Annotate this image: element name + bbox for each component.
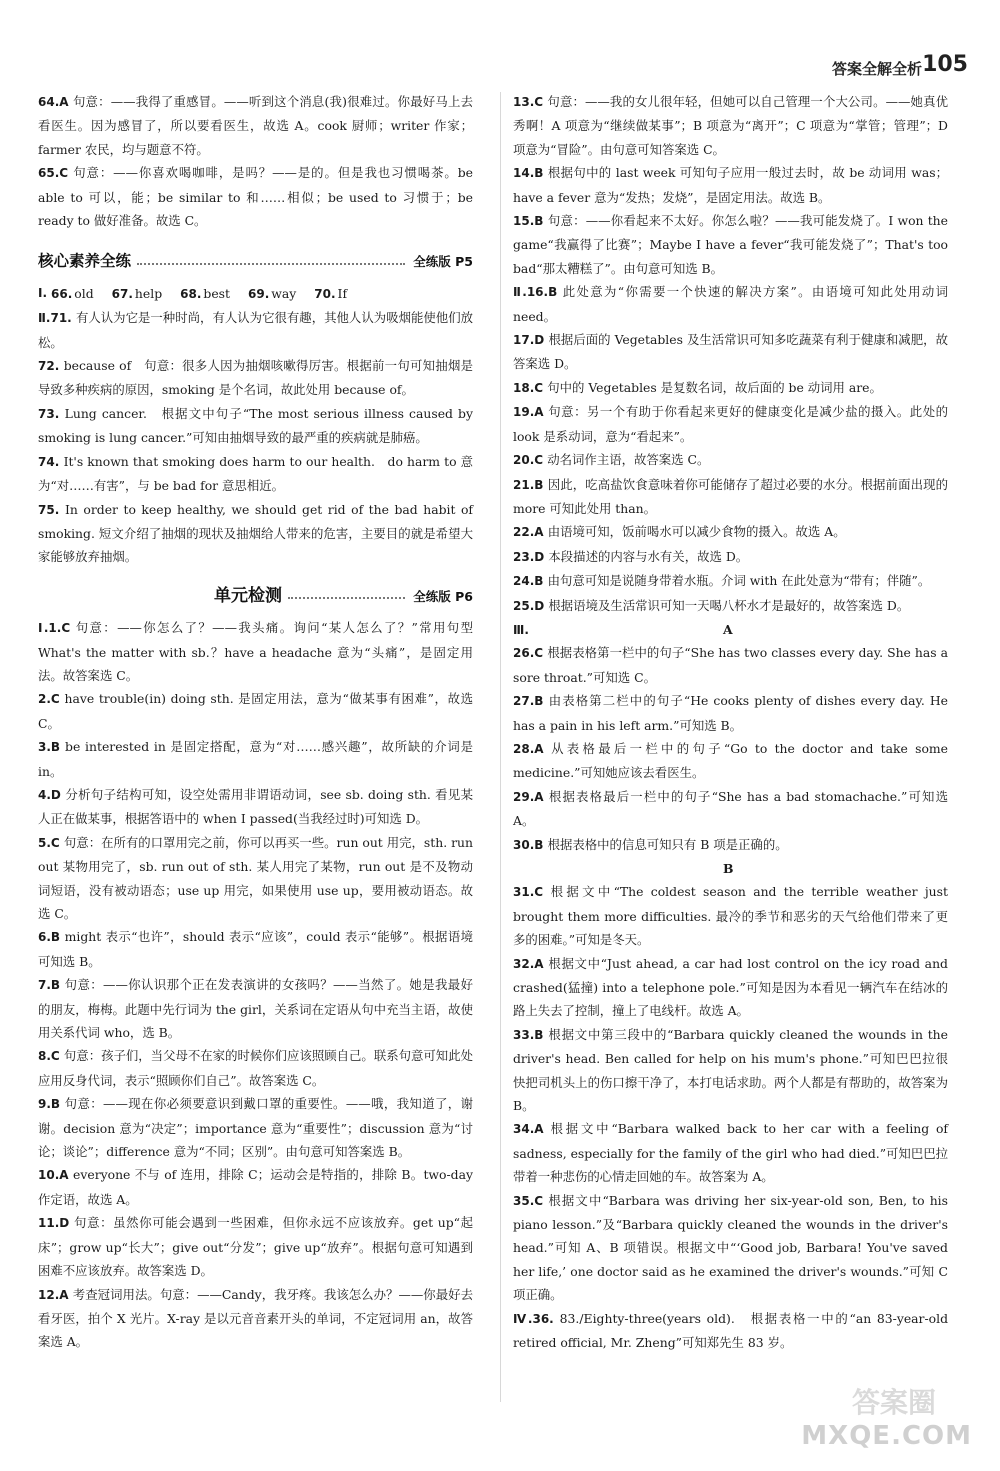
- answer-item: [38, 402, 473, 450]
- answer-item: [513, 280, 948, 328]
- page-number: 105: [922, 52, 968, 77]
- answer-text: 句意：孩子们，当父母不在家的时候你们应该照顾自己。联系句意可知此处应用反身代词，表示“照顾你们自己”。故答案选 C。: [38, 1048, 473, 1088]
- answer-item: [38, 925, 473, 973]
- answer-item: [513, 1189, 948, 1307]
- answer-item: [513, 209, 948, 280]
- answer-text: 根据后面的 Vegetables 及生活常识可知多吃蔬菜有利于健康和减肥，故答案选 D。: [513, 332, 948, 372]
- right-column: [513, 90, 948, 1355]
- answer-number: 7.B: [38, 978, 61, 993]
- answer-item: [513, 689, 948, 737]
- answer-text: Lung cancer. 根据文中句子“The most serious illness caused by smoking is lung cancer.”可知由抽烟导致的最严重的疾病就是肺癌。: [38, 405, 473, 446]
- part-header-3: [513, 618, 948, 641]
- answer-item: [513, 880, 948, 951]
- answer-number: 10.A: [38, 1168, 69, 1183]
- answer-text: 句意：——现在你必须要意识到戴口罩的重要性。——哦，我知道了，谢谢。decision 意为“决定”；importance 意为“重要性”；discussion 意为“讨论；谈论”；difference 意为“不同；区别”。由句意可知答案选 B。: [38, 1096, 473, 1160]
- answer-item: [513, 520, 948, 544]
- section-title: 单元检测: [214, 585, 282, 606]
- answer-number: 11.D: [38, 1216, 70, 1231]
- answer-number: 28.A: [513, 741, 544, 756]
- watermark-text: MXQE.COM: [801, 1421, 972, 1451]
- answer-text: 由语境可知，饭前喝水可以减少食物的摄入。故选 A。: [547, 524, 846, 540]
- fill-answer: [248, 282, 296, 306]
- answer-item: [38, 831, 473, 926]
- answer-item: [38, 735, 473, 783]
- answer-number: 34.A: [513, 1122, 544, 1137]
- answer-text: 句意：——我得了重感冒。——听到这个消息(我)很难过。你最好马上去看医生。因为感冒了，所以要看医生，故选 A。cook 厨师；writer 作家；farmer 农民，均与题意不符。: [38, 94, 473, 157]
- watermark-text-top: 答案圈: [851, 1386, 936, 1419]
- answer-text: might 表示“也许”，should 表示“应该”，could 表示“能够”。根据语境可知选 B。: [38, 929, 473, 969]
- answer-item: [38, 498, 473, 569]
- answer-number: 13.C: [513, 95, 544, 109]
- answer-number: 21.B: [513, 477, 544, 492]
- answer-number: 23.D: [513, 549, 545, 564]
- answer-number: Ⅱ.16.B: [513, 285, 558, 300]
- answer-text: 根据文中第三段中的“Barbara quickly cleaned the wounds in the driver's head. Ben called for help on his mum's phone.”可知巴巴拉很快把司机头上的伤口擦干净了，本打电话求助。两个人都是有帮助的，故答案为 B。: [513, 1026, 948, 1114]
- left-column: [38, 90, 473, 1354]
- fill-answer: [51, 282, 94, 306]
- answer-item: [513, 641, 948, 689]
- answer-item: [513, 400, 948, 448]
- answer-number: 35.C: [513, 1193, 544, 1208]
- answer-number: 22.A: [513, 525, 544, 540]
- answer-text: In order to keep healthy, we should get rid of the bad habit of smoking. 短文介绍了抽烟的现状及抽烟给人带来的危害，主要目的就是希望大家能够放弃抽烟。: [38, 501, 473, 565]
- column-divider: [500, 92, 501, 1402]
- answer-number: 68.: [180, 286, 202, 301]
- answer-item: [513, 1117, 948, 1188]
- answer-number: 69.: [248, 286, 270, 301]
- answer-number: Ⅱ.71.: [38, 311, 72, 326]
- answer-text: best: [203, 285, 231, 301]
- answer-number: 15.B: [513, 214, 544, 229]
- answer-number: Ⅳ.36.: [513, 1311, 554, 1326]
- answer-number: 32.A: [513, 956, 544, 971]
- answer-item: [38, 973, 473, 1044]
- answer-item: [38, 687, 473, 735]
- header-label: 答案全解全析: [831, 60, 922, 78]
- answer-text: 从表格最后一栏中的句子“Go to the doctor and take some medicine.”可知她应该去看医生。: [513, 740, 949, 781]
- answer-text: 句意：——你喜欢喝咖啡，是吗？——是的。但是我也习惯喝茶。be able to 可以，能；be similar to 和……相似；be used to 习惯于；be ready to 做好准备。故选 C。: [38, 165, 474, 229]
- answer-text: 根据文中“Barbara walked back to her car with a feeling of sadness, especially for the family of the girl who had died.”可知巴巴拉带着一种悲伤的心情走回她的车。故答案为 A。: [513, 1121, 948, 1185]
- answer-text: 句意：虽然你可能会遇到一些困难，但你永远不应该放弃。get up“起床”；grow up“长大”；give out“分发”；give up“放弃”。根据句意可知遇到困难不应该放弃。故答案选 D。: [38, 1215, 473, 1279]
- answer-text: 句意：另一个有助于你看起来更好的健康变化是减少盐的摄入。此处的 look 是系动词，意为“看起来”。: [513, 404, 948, 444]
- answer-number: 4.D: [38, 787, 61, 802]
- answer-number: 64.A: [38, 95, 69, 109]
- answer-number: 31.C: [513, 885, 544, 900]
- fill-answer: [112, 282, 162, 306]
- answer-text: 句意：——你看起来不太好。你怎么啦？——我可能发烧了。I won the game“我赢得了比赛”；Maybe I have a fever“我可能发烧了”；That's too bad“那太糟糕了”。由句意可知选 B。: [513, 213, 948, 276]
- answer-item: [513, 161, 948, 209]
- answer-text: 本段描述的内容与水有关，故选 D。: [548, 548, 749, 564]
- answer-item: [38, 306, 473, 354]
- answer-item: [513, 90, 948, 161]
- answer-item: [513, 833, 948, 857]
- answer-text: old: [74, 285, 94, 301]
- answer-number: 19.A: [513, 405, 544, 420]
- answer-item: [513, 328, 948, 376]
- answer-text: because of 句意：很多人因为抽烟咳嗽得厉害。根据前一句可知抽烟是导致多种疾病的原因，smoking 是个名词，故此处用 because of。: [38, 358, 473, 398]
- answer-text: 句意：——你怎么了？——我头痛。询问“某人怎么了？”常用句型 What's the matter with sb.？have a headache 意为“头痛”，是固定用法。故答案选 C。: [38, 620, 473, 683]
- answer-text: 83./Eighty-three(years old). 根据表格一中的“an 83-year-old retired official, Mr. Zheng”可知郑先生 83 岁。: [513, 1310, 948, 1351]
- answer-text: be interested in 是固定搭配，意为“对……感兴趣”，故所缺的介词是 in。: [38, 739, 473, 779]
- answer-item: [38, 1163, 473, 1211]
- section-page-ref: 全练版 P6: [413, 588, 473, 604]
- answer-item: [513, 1307, 948, 1355]
- answer-item: [38, 783, 473, 831]
- answer-text: 根据文中“Barbara was driving her six-year-old son, Ben, to his piano lesson.”及“Barbara quickly cleaned the wounds in the driver's head.”可知 A、B 项错误。根据文中“‘Good job, Barbara! You've saved her life,’ one doctor said as he examined the driver's wounds.”可知 C 项正确。: [513, 1192, 948, 1303]
- answer-number: 72.: [38, 359, 60, 374]
- answer-item: [513, 448, 948, 472]
- answer-number: 70.: [314, 286, 336, 301]
- answer-item: [38, 450, 473, 498]
- answer-number: 27.B: [513, 694, 544, 709]
- answer-number: 3.B: [38, 740, 61, 755]
- subpart-header-b: [513, 857, 948, 880]
- fill-answer: [180, 282, 230, 306]
- answer-number: 8.C: [38, 1049, 60, 1064]
- answer-number: 66.: [51, 286, 73, 301]
- answer-text: 根据句中的 last week 可知句子应用一般过去时，故 be 动词用 was；have a fever 意为“发热；发烧”，是固定用法。故选 B。: [513, 165, 948, 205]
- answer-text: 分析句子结构可知，设空处需用非谓语动词，see sb. doing sth. 看见某人正在做某事，根据答语中的 when I passed(当我经过时)可知选 D。: [38, 786, 473, 827]
- answer-item: [38, 161, 473, 232]
- answer-text: 根据表格中的信息可知只有 B 项是正确的。: [547, 836, 788, 852]
- section-header-unit: [38, 585, 473, 608]
- answer-number: 30.B: [513, 837, 544, 852]
- answer-number: 25.D: [513, 598, 545, 613]
- answer-text: It's known that smoking does harm to our health. do harm to 意为“对……有害”，与 be bad for 意思相近。: [38, 453, 473, 494]
- answer-item: [513, 545, 948, 569]
- answer-number: 5.C: [38, 835, 60, 850]
- answer-text: 由表格第二栏中的句子“He cooks plenty of dishes every day. He has a pain in his left arm.”可知选 B。: [513, 693, 948, 733]
- answer-number: 9.B: [38, 1097, 61, 1112]
- answer-number: 6.B: [38, 930, 61, 945]
- answer-text: have trouble(in) doing sth. 是固定用法，意为“做某事有困难”，故选 C。: [38, 691, 474, 731]
- page-header: [0, 50, 1000, 90]
- answer-text: 因此，吃高盐饮食意味着你可能储存了超过必要的水分。根据前面出现的 more 可知此处用 than。: [513, 476, 949, 516]
- answer-text: 由句意可知是说随身带着水瓶。介词 with 在此处意为“带有；伴随”。: [547, 573, 931, 589]
- answer-item: [513, 785, 948, 833]
- answer-number: 17.D: [513, 333, 545, 348]
- answer-item: [38, 90, 473, 161]
- fill-answers: [38, 282, 473, 306]
- answer-item: [38, 1044, 473, 1092]
- fill-answer: [314, 282, 347, 306]
- answer-text: 根据语境及生活常识可知一天喝八杯水才是最好的，故答案选 D。: [548, 597, 910, 613]
- answer-item: [513, 737, 948, 785]
- answer-number: 33.B: [513, 1027, 544, 1042]
- answer-text: 动名词作主语，故答案选 C。: [547, 452, 710, 468]
- answer-number: 20.C: [513, 453, 544, 468]
- part-label: Ⅲ.: [513, 622, 529, 637]
- answer-text: way: [271, 285, 297, 301]
- answer-text: 有人认为它是一种时尚，有人认为它很有趣，其他人认为吸烟能使他们放松。: [38, 310, 473, 350]
- part-label: Ⅰ.: [38, 285, 48, 300]
- answer-text: If: [337, 285, 348, 301]
- answer-text: 考查冠词用法。句意：——Candy，我牙疼。我该怎么办？——你最好去看牙医，拍个 X 光片。X-ray 是以元音音素开头的单词，不定冠词用 an，故答案选 A。: [38, 1286, 474, 1350]
- answer-number: 65.C: [38, 166, 69, 181]
- answer-text: 此处意为“你需要一个快速的解决方案”。由语境可知此处用动词 need。: [513, 284, 949, 324]
- dot-leader: [288, 597, 405, 599]
- answer-item: [513, 952, 948, 1023]
- answer-number: 2.C: [38, 692, 60, 707]
- answer-item: [38, 1211, 473, 1282]
- answer-text: everyone 不与 of 连用，排除 C；运动会是特指的，排除 B。two-day 作定语，故选 A。: [38, 1167, 473, 1207]
- answer-item: [513, 473, 948, 521]
- answer-item: [38, 354, 473, 402]
- answer-number: 67.: [111, 286, 133, 301]
- answer-item: [513, 594, 948, 618]
- answer-text: 句意：——我的女儿很年轻，但她可以自己管理一个大公司。——她真优秀啊！A 项意为“继续做某事”；B 项意为“离开”；C 项意为“掌管；管理”；D 项意为“冒险”。由句意可知答案选 C。: [513, 94, 948, 157]
- answer-item: [38, 1092, 473, 1163]
- answer-number: 14.B: [513, 166, 544, 181]
- answer-number: 73.: [38, 406, 60, 421]
- subpart-letter-a: A: [723, 621, 733, 637]
- section-header-core: [38, 250, 473, 273]
- watermark-logo: [776, 1386, 976, 1455]
- answer-number: 26.C: [513, 646, 544, 661]
- answer-text: 根据文中“The coldest season and the terrible weather just brought them more difficulties. 最冷的季节和恶劣的天气给他们带来了更多的困难。”可知是冬天。: [513, 884, 948, 948]
- answer-item: [513, 1023, 948, 1118]
- answer-item: [38, 1283, 473, 1354]
- answer-text: help: [134, 285, 163, 301]
- subpart-letter-b: B: [723, 860, 734, 876]
- answer-text: 句中的 Vegetables 是复数名词，故后面的 be 动词用 are。: [547, 379, 882, 395]
- answer-item: [513, 569, 948, 593]
- section-page-ref: 全练版 P5: [413, 254, 473, 270]
- answer-text: 根据文中“Just ahead, a car had lost control on the icy road and crashed(猛撞) into a telephone pole.”可知是因为本看见一辆汽车在结冰的路上失去了控制，撞上了电线杆。故选 A。: [513, 955, 948, 1019]
- answer-number: 29.A: [513, 789, 544, 804]
- answer-item: [513, 376, 948, 400]
- dot-leader: [137, 263, 405, 265]
- answer-number: 74.: [38, 454, 60, 469]
- answer-number: 12.A: [38, 1287, 69, 1302]
- answer-text: 根据表格第一栏中的句子“She has two classes every day. She has a sore throat.”可知选 C。: [513, 645, 948, 685]
- answer-number: 75.: [38, 502, 60, 517]
- answer-number: 24.B: [513, 574, 544, 589]
- answer-text: 根据表格最后一栏中的句子“She has a bad stomachache.”可知选 A。: [513, 788, 948, 829]
- answer-text: 句意：在所有的口罩用完之前，你可以再买一些。run out 用完，sth. run out 某物用完了，sb. run out of sth. 某人用完了某物，run out 是不及物动词短语，没有被动语态；use up 用完，如果使用 use up，要用被动语态。故选 C。: [38, 834, 473, 921]
- answer-number: 18.C: [513, 380, 544, 395]
- section-title: 核心素养全练: [38, 252, 132, 271]
- answer-number: Ⅰ.1.C: [38, 621, 71, 636]
- answer-text: 句意：——你认识那个正在发表演讲的女孩吗？——当然了。她是我最好的朋友，梅梅。此题中先行词为 the girl，关系词在定语从句中充当主语，故使用关系代词 who，选 B。: [38, 977, 473, 1041]
- answer-item: [38, 616, 473, 687]
